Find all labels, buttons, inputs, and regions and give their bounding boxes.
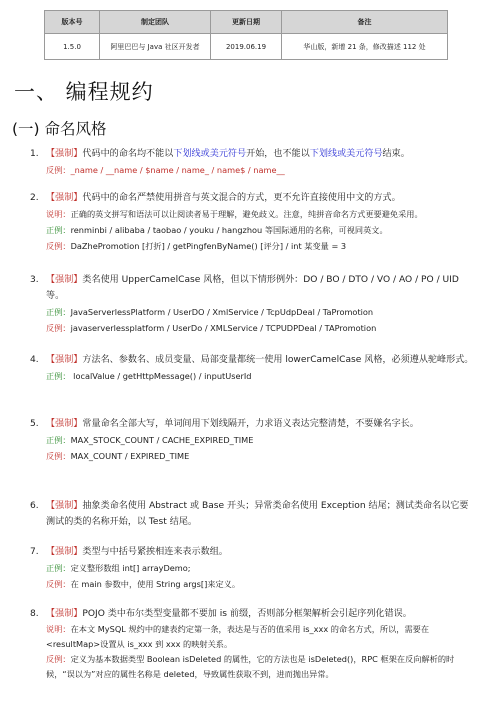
positive-text: MAX_STOCK_COUNT / CACHE_EXPIRED_TIME: [70, 435, 254, 445]
positive-example: [46, 368, 476, 384]
rule-text-part: 方法名、参数名、成员变量、局部变量都统一使用 lowerCamelCase 风格，必须遵从驼峰形式。: [82, 355, 474, 365]
positive-label: 正例：: [46, 225, 71, 235]
highlight-text: 下划线或美元符号: [173, 149, 247, 159]
counter-example: [46, 162, 476, 178]
item-number: 4.: [30, 355, 39, 365]
positive-example: [46, 222, 476, 238]
mandatory-tag: 【强制】: [46, 193, 83, 203]
version-table: [44, 10, 448, 60]
rule-text-part: 结束。: [382, 149, 410, 159]
mandatory-tag: 【强制】: [46, 355, 83, 365]
counter-label: 反例：: [46, 323, 71, 333]
counter-label: 反例：: [46, 579, 71, 589]
rule-text: [46, 606, 476, 622]
item-number: 2.: [30, 193, 39, 203]
item-number: 7.: [30, 547, 39, 557]
rule-text: [46, 272, 476, 304]
counter-example: [46, 652, 476, 682]
positive-label: 正例：: [46, 371, 71, 381]
positive-label: 正例：: [46, 307, 71, 317]
counter-label: 反例：: [46, 241, 71, 251]
chapter-title: 一、 编程规约: [14, 80, 154, 104]
explain-label: 说明：: [46, 209, 71, 219]
positive-label: 正例：: [46, 563, 71, 573]
rule-text-part: 代码中的命名严禁使用拼音与英文混合的方式，更不允许直接使用中文的方式。: [82, 193, 401, 203]
positive-text: 定义整形数组 int[] arrayDemo;: [70, 563, 191, 573]
cell-team: 阿里巴巴与 Java 社区开发者: [100, 34, 211, 60]
rule-text-part: 代码中的命名均不能以: [82, 149, 174, 159]
rule-text-part: 抽象类命名使用 Abstract 或 Base 开头；异常类命名使用 Exception 结尾；测试类命名以它要测试的类的名称开始，以 Test 结尾。: [46, 501, 469, 527]
rule-text-part: 开始，也不能以: [246, 149, 310, 159]
cell-remark: 华山版，新增 21 条，修改描述 112 处: [282, 34, 448, 60]
rule-text-part: 常量命名全部大写，单词间用下划线隔开，力求语义表达完整清楚，不要嫌名字长。: [82, 419, 419, 429]
rule-item-4: [30, 352, 476, 384]
positive-text: JavaServerlessPlatform / UserDO / XmlService / TcpUdpDeal / TaPromotion: [70, 307, 374, 317]
header-team: 制定团队: [100, 11, 211, 34]
mandatory-tag: 【强制】: [46, 609, 83, 619]
positive-text: renminbi / alibaba / taobao / youku / hangzhou 等国际通用的名称，可视同英文。: [70, 225, 388, 235]
rule-text: [46, 352, 476, 368]
version-table-header: [45, 11, 448, 34]
item-number: 3.: [30, 275, 39, 285]
counter-label: 反例：: [46, 451, 71, 461]
section-title: (一) 命名风格: [12, 120, 107, 138]
rule-item-1: [30, 146, 476, 178]
cell-version: 1.5.0: [45, 34, 100, 60]
counter-example: [46, 448, 476, 464]
rule-text: [46, 498, 476, 530]
cell-date: 2019.06.19: [211, 34, 282, 60]
counter-example: [46, 576, 476, 592]
rule-item-5: [30, 416, 476, 464]
header-date: 更新日期: [211, 11, 282, 34]
positive-example: [46, 560, 476, 576]
rule-item-6: [30, 498, 476, 530]
counter-text: MAX_COUNT / EXPIRED_TIME: [70, 451, 190, 461]
mandatory-tag: 【强制】: [46, 547, 83, 557]
positive-label: 正例：: [46, 435, 71, 445]
rule-text: [46, 146, 476, 162]
item-number: 8.: [30, 609, 39, 619]
counter-text: 在 main 参数中，使用 String args[]来定义。: [70, 579, 241, 589]
counter-text: javaserverlessplatform / UserDo / XMLService / TCPUDPDeal / TAPromotion: [70, 323, 377, 333]
explain-text: 正确的英文拼写和语法可以让阅读者易于理解，避免歧义。注意，纯拼音命名方式更要避免采用。: [70, 209, 423, 219]
counter-text: _name / __name / $name / name_ / name$ / name__: [70, 165, 285, 175]
highlight-text: 下划线或美元符号: [309, 149, 383, 159]
rule-item-7: [30, 544, 476, 592]
item-number: 5.: [30, 419, 39, 429]
explain-text: 在本文 MySQL 规约中的建表约定第一条，表达是与否的值采用 is_xxx 的命名方式，所以，需要在<resultMap>设置从 is_xxx 到 xxx 的映射关系。: [46, 624, 430, 649]
mandatory-tag: 【强制】: [46, 419, 83, 429]
version-table-row: [45, 34, 448, 60]
mandatory-tag: 【强制】: [46, 149, 83, 159]
item-number: 6.: [30, 501, 39, 511]
rule-item-2: [30, 190, 476, 254]
counter-label: 反例：: [46, 165, 71, 175]
mandatory-tag: 【强制】: [46, 275, 83, 285]
counter-example: [46, 320, 476, 336]
positive-text: localValue / getHttpMessage() / inputUserId: [70, 371, 252, 381]
counter-text: DaZhePromotion [打折] / getPingfenByName() [评分] / int 某变量 = 3: [70, 241, 347, 251]
header-remark: 备注: [282, 11, 448, 34]
header-version: 版本号: [45, 11, 100, 34]
counter-example: [46, 238, 476, 254]
explanation: [46, 622, 476, 652]
positive-example: [46, 432, 476, 448]
positive-example: [46, 304, 476, 320]
rule-text: [46, 416, 476, 432]
rule-item-3: [30, 272, 476, 336]
item-number: 1.: [30, 149, 39, 159]
rule-text: [46, 544, 476, 560]
explanation: [46, 206, 476, 222]
rule-text-part: 类名使用 UpperCamelCase 风格，但以下情形例外：DO / BO / DTO / VO / AO / PO / UID 等。: [46, 275, 459, 301]
rule-text-part: POJO 类中布尔类型变量都不要加 is 前缀，否则部分框架解析会引起序列化错误。: [82, 609, 412, 619]
explain-label: 说明：: [46, 624, 71, 634]
counter-text: 定义为基本数据类型 Boolean isDeleted 的属性，它的方法也是 isDeleted()，RPC 框架在反向解析的时候，“误以为”对应的属性名称是 deleted，导致属性获取不到，进而抛出异常。: [46, 654, 455, 679]
rule-item-8: [30, 606, 476, 682]
rule-text: [46, 190, 476, 206]
counter-label: 反例：: [46, 654, 71, 664]
mandatory-tag: 【强制】: [46, 501, 83, 511]
rule-text-part: 类型与中括号紧挨相连来表示数组。: [82, 547, 228, 557]
